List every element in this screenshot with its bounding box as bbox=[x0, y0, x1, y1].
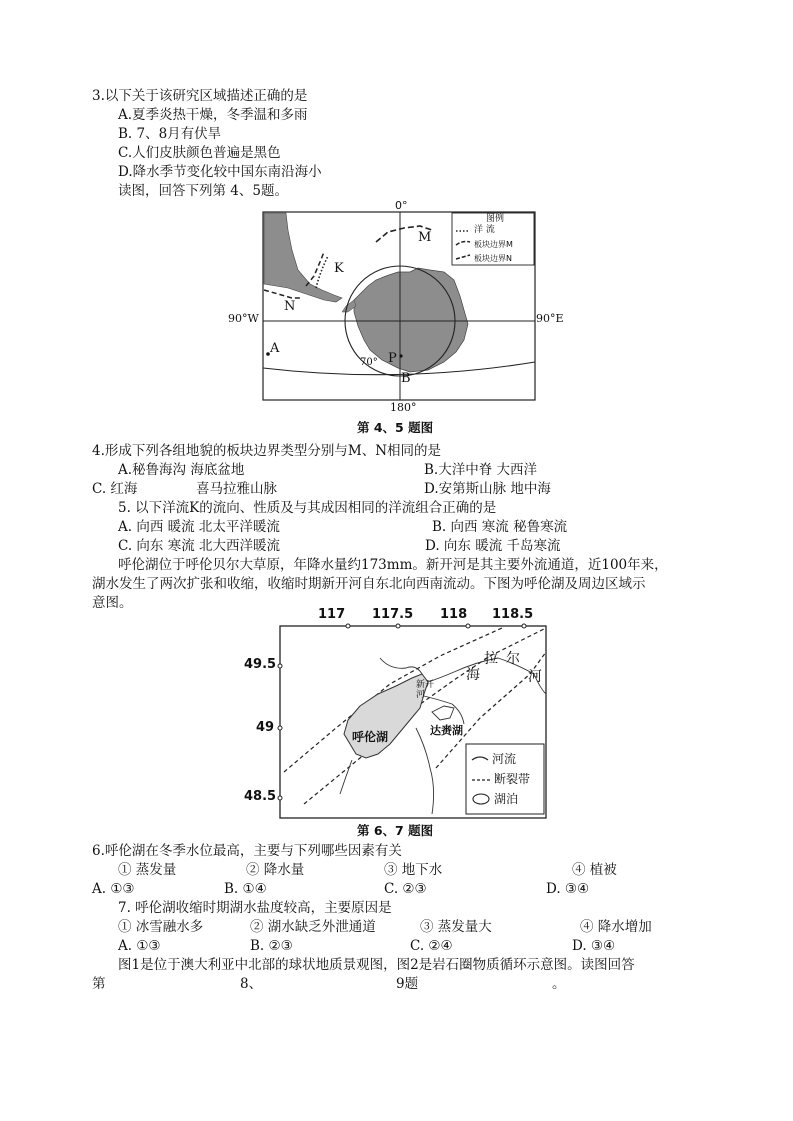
q5-option-b: B. 向西 寒流 秘鲁寒流 bbox=[432, 519, 568, 535]
q4-option-a: A.秘鲁海沟 海底盆地 bbox=[118, 462, 245, 478]
q4-stem: 4.形成下列各组地貌的板块边界类型分别与M、N相同的是 bbox=[92, 443, 442, 459]
para89-word-9: 9题 bbox=[396, 976, 419, 992]
q6-item-4: ④ 植被 bbox=[572, 862, 617, 878]
hulun-lake-map bbox=[240, 608, 560, 822]
map1-caption: 第 4、5 题图 bbox=[357, 420, 434, 435]
q3-option-c: C.人们皮肤颜色普遍是黑色 bbox=[118, 145, 281, 161]
map2-lat-49-5: 49.5 bbox=[244, 657, 277, 672]
q5-option-d: D. 向东 暖流 千岛寒流 bbox=[425, 538, 561, 554]
map2-label-la: 拉 bbox=[484, 651, 498, 667]
para67-line2: 湖水发生了两次扩张和收缩，收缩时期新开河自东北向西南流动。下图为呼伦湖及周边区域示 bbox=[92, 576, 646, 592]
map2-label-dalai-lake: 达赉湖 bbox=[430, 724, 463, 737]
q5-stem: 5. 以下洋流K的流向、性质及与其成因相同的洋流组合正确的是 bbox=[118, 500, 497, 516]
q4-option-d: D.安第斯山脉 地中海 bbox=[424, 481, 551, 497]
map1-legend-boundary-m: 板块边界M bbox=[474, 240, 513, 249]
q7-option-a: A. ①③ bbox=[118, 938, 161, 954]
intro-q4-5: 读图，回答下列第 4、5题。 bbox=[118, 183, 288, 199]
q3-option-a: A.夏季炎热干燥，冬季温和多雨 bbox=[118, 107, 308, 123]
map1-point-k: K bbox=[334, 261, 344, 276]
q6-item-3: ③ 地下水 bbox=[384, 862, 443, 878]
map2-lon-118: 118 bbox=[440, 607, 468, 622]
q7-option-b: B. ②③ bbox=[250, 938, 293, 954]
map1-point-n: N bbox=[284, 299, 296, 314]
map1-point-a: A bbox=[270, 341, 280, 356]
q3-option-d: D.降水季节变化较中国东南沿海小 bbox=[118, 164, 322, 180]
q4-option-b: B.大洋中脊 大西洋 bbox=[424, 462, 538, 478]
q5-option-a: A. 向西 暖流 北太平洋暖流 bbox=[118, 519, 280, 535]
q4-option-c: C. 红海 bbox=[92, 481, 138, 497]
map1-label-90e: 90°E bbox=[536, 312, 564, 325]
map2-label-xinkai-river: 新开河 bbox=[416, 680, 435, 700]
q5-option-c: C. 向东 寒流 北大西洋暖流 bbox=[118, 538, 281, 554]
q6-item-1: ① 蒸发量 bbox=[118, 862, 177, 878]
map2-lon-117-5: 117.5 bbox=[372, 607, 414, 622]
map2-lat-48-5: 48.5 bbox=[244, 789, 277, 804]
para89-word-period: 。 bbox=[552, 976, 566, 992]
map2-legend-river: 河流 bbox=[492, 752, 517, 766]
q7-item-1: ① 冰雪融水多 bbox=[118, 919, 204, 935]
para89-word-di: 第 bbox=[92, 976, 106, 992]
map2-label-hai: 海 bbox=[466, 667, 480, 683]
para67-line1: 呼伦湖位于呼伦贝尔大草原，年降水量约173mm。新开河是其主要外流通道，近100年来， bbox=[118, 557, 668, 573]
map2-label-hulun-lake: 呼伦湖 bbox=[352, 730, 389, 744]
map1-legend-current: 洋 流 bbox=[474, 225, 495, 235]
q6-option-a: A. ①③ bbox=[92, 881, 135, 897]
map1-label-90w: 90°W bbox=[228, 312, 259, 325]
q6-option-b: B. ①④ bbox=[224, 881, 267, 897]
para67-line3: 意图。 bbox=[92, 595, 133, 611]
map2-lat-49: 49 bbox=[256, 720, 275, 735]
q6-item-2: ② 降水量 bbox=[246, 862, 305, 878]
q7-item-4: ④ 降水增加 bbox=[580, 919, 652, 935]
map2-legend-lake: 湖泊 bbox=[494, 792, 519, 806]
map2-label-er: 尔 bbox=[506, 651, 520, 667]
para89-word-8: 8、 bbox=[240, 976, 263, 992]
map1-label-0: 0° bbox=[395, 199, 408, 212]
map2-lon-117: 117 bbox=[318, 607, 346, 622]
q7-option-d: D. ③④ bbox=[572, 938, 616, 954]
map1-label-70: 70° bbox=[360, 357, 378, 368]
antarctica-map bbox=[228, 199, 564, 422]
q6-option-c: C. ②③ bbox=[384, 881, 427, 897]
q7-item-3: ③ 蒸发量大 bbox=[420, 919, 492, 935]
q7-item-2: ② 湖水缺乏外泄通道 bbox=[250, 919, 376, 935]
map2-legend-fault: 断裂带 bbox=[494, 772, 531, 786]
q7-option-c: C. ②④ bbox=[410, 938, 453, 954]
q7-stem: 7. 呼伦湖收缩时期湖水盐度较高，主要原因是 bbox=[118, 900, 392, 916]
q6-stem: 6.呼伦湖在冬季水位最高，主要与下列哪些因素有关 bbox=[92, 843, 402, 859]
map1-legend-boundary-n: 板块边界N bbox=[474, 254, 512, 263]
map2-lon-118-5: 118.5 bbox=[492, 607, 534, 622]
q3-option-b: B. 7、8月有伏旱 bbox=[118, 126, 222, 142]
map1-point-m: M bbox=[418, 230, 432, 245]
map1-legend-title: 图例 bbox=[486, 214, 505, 224]
map1-point-p: P bbox=[388, 351, 397, 366]
map1-point-b: B bbox=[401, 371, 411, 386]
map2-caption: 第 6、7 题图 bbox=[357, 823, 434, 838]
q4-option-c-second: 喜马拉雅山脉 bbox=[196, 481, 277, 497]
q6-option-d: D. ③④ bbox=[546, 881, 590, 897]
map2-label-he: 河 bbox=[528, 669, 542, 685]
q3-stem: 3.以下关于该研究区域描述正确的是 bbox=[92, 88, 308, 104]
para89-line1: 图1是位于澳大利亚中北部的球状地质景观图，图2是岩石圈物质循环示意图。读图回答 bbox=[118, 957, 635, 973]
map1-label-180: 180° bbox=[390, 401, 417, 414]
